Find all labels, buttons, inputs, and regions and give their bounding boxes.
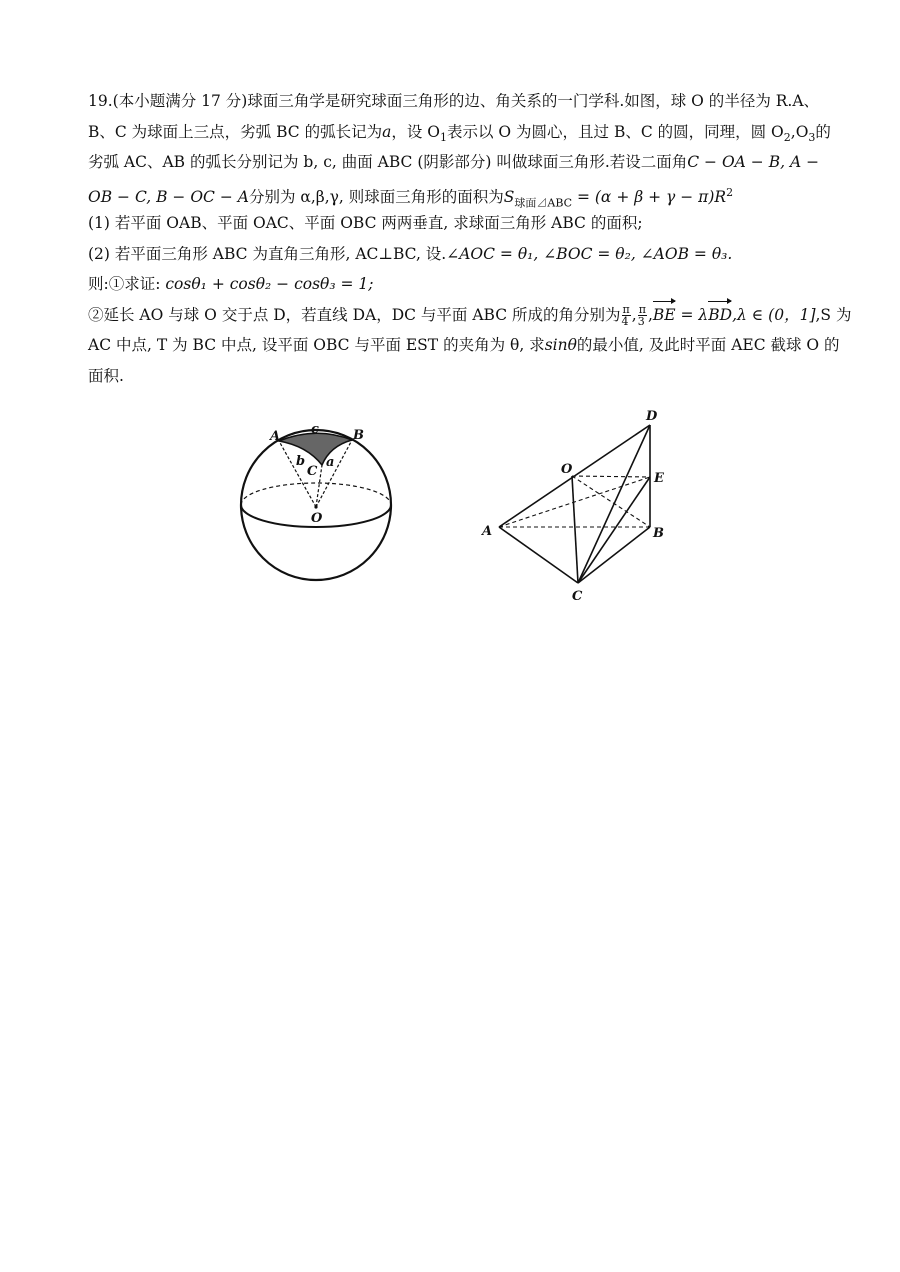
part-2-ii: ②延长 AO 与球 O 交于点 D，若直线 DA，DC 与平面 ABC 所成的角分别为 $\frac{\pi}{4}$ , $\frac{\pi}{3}$ ,BE = λBD,λ ∈ (0，1],S 为: [88, 300, 814, 331]
label-e: E: [654, 471, 664, 486]
part-2-ii-end: 面积.: [88, 366, 124, 385]
fraction-pi-3: $\frac{\pi}{3}$: [637, 303, 646, 328]
label-o: O: [561, 462, 573, 477]
problem-line-1: 19.(本小题满分 17 分)球面三角学是研究球面三角形的边、角关系的一门学科.如图，球 O 的半径为 R.A、: [88, 92, 820, 110]
part-2-i: 则:①求证: cosθ₁ + cosθ₂ − cosθ₃ = 1;: [88, 275, 374, 293]
spherical-triangle-shaded: [279, 433, 352, 465]
label-a-arc: a: [326, 455, 335, 470]
problem-line-4: OB − C, B − OC − A分别为 α,β,γ, 则球面三角形的面积为$S_{球面⊿ABC} = (\alpha + \beta + \gamma - \pi)R^2$: [88, 185, 734, 209]
vector-bd: BD: [708, 300, 732, 331]
edge-ce: [578, 477, 650, 583]
label-a: A: [270, 429, 281, 444]
label-o: O: [311, 511, 323, 526]
problem-text: [88, 86, 852, 391]
label-a: A: [482, 524, 493, 539]
label-c: C: [572, 589, 583, 604]
edge-ac: [499, 527, 578, 583]
edge-ob: [572, 476, 650, 527]
problem-line-2: B、C 为球面上三点，劣弧 BC 的弧长记为a，设 $O_1$表示以 O 为圆心，且过 B、C 的圆，同理，圆 $O_2,O_3$的: [88, 122, 831, 144]
fraction-pi-4: $\frac{\pi}{4}$: [621, 303, 630, 328]
equator-back: [241, 483, 391, 505]
part-2: (2) 若平面三角形 ABC 为直角三角形, AC⊥BC, 设.∠AOC = θ₁, ∠BOC = θ₂, ∠AOB = θ₃.: [88, 244, 733, 263]
center-o: [314, 505, 317, 508]
label-b: B: [353, 428, 364, 443]
vector-be: BE: [653, 300, 676, 331]
label-c-top: c: [311, 422, 319, 437]
edge-oc: [572, 476, 578, 583]
problem-line-3: 劣弧 AC、AB 的弧长分别记为 b, c, 曲面 ABC (阴影部分) 叫做球面三角形.若设二面角C − OA − B, A −: [88, 153, 820, 171]
label-d: D: [646, 409, 658, 424]
part-1: (1) 若平面 OAB、平面 OAC、平面 OBC 两两垂直, 求球面三角形 ABC 的面积;: [88, 214, 643, 232]
part-2-ii-cont: AC 中点, T 为 BC 中点, 设平面 OBC 与平面 EST 的夹角为 θ, 求sinθ的最小值, 及此时平面 AEC 截球 O 的: [88, 336, 840, 354]
label-c-point: C: [307, 464, 318, 479]
edge-cb: [578, 527, 650, 583]
label-b-arc: b: [296, 454, 306, 469]
tetrahedron-figure: [475, 405, 675, 605]
sphere-figure: [232, 420, 400, 588]
edge-oe: [572, 476, 650, 477]
label-b: B: [653, 526, 664, 541]
